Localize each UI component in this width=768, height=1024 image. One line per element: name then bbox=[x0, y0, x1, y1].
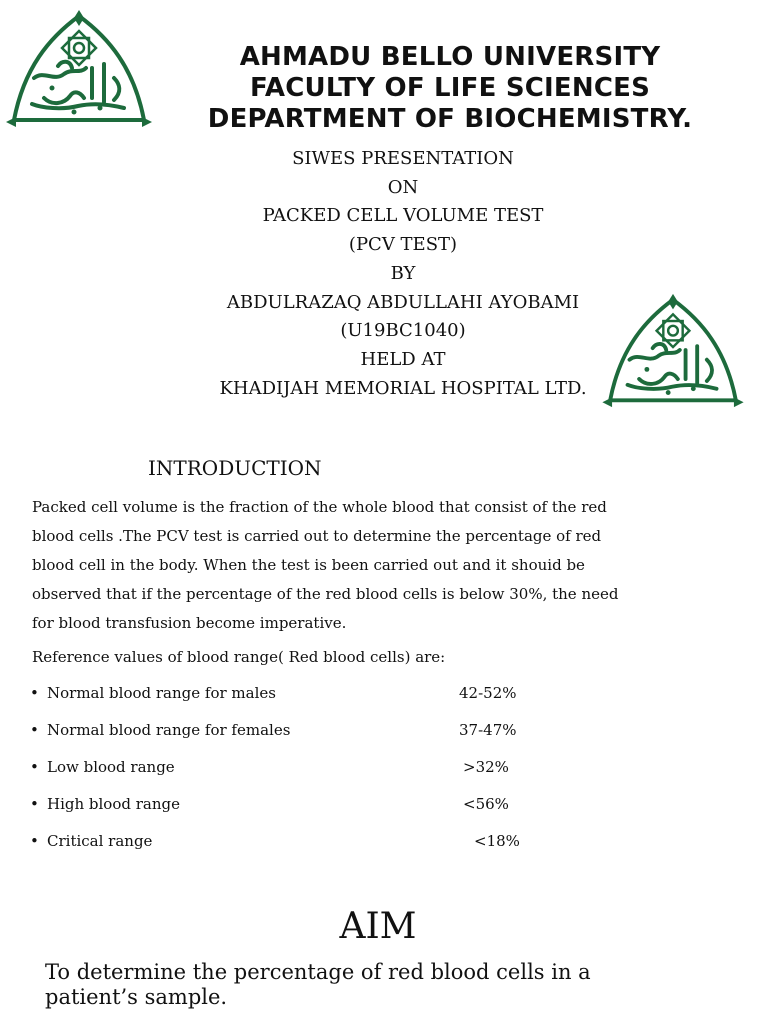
presentation-line: BY bbox=[390, 262, 416, 284]
aim-heading: AIM bbox=[339, 906, 417, 947]
presentation-line: ON bbox=[387, 176, 419, 198]
list-item bbox=[30, 684, 630, 721]
introduction-heading: INTRODUCTION bbox=[148, 456, 322, 480]
aim-line: patient’s sample. bbox=[45, 985, 228, 1009]
range-label: Normal blood range for males bbox=[47, 684, 276, 702]
university-name: AHMADU BELLO UNIVERSITY bbox=[239, 42, 661, 72]
aim-line: To determine the percentage of red blood cells in a bbox=[45, 960, 591, 984]
range-label: Normal blood range for females bbox=[47, 721, 291, 739]
aim-text bbox=[45, 960, 685, 1010]
range-label: Low blood range bbox=[47, 758, 175, 776]
bullet: • bbox=[30, 758, 39, 776]
presentation-title-block bbox=[150, 145, 656, 403]
hospital-name: KHADIJAH MEMORIAL HOSPITAL LTD. bbox=[219, 377, 587, 399]
department-name: DEPARTMENT OF BIOCHEMISTRY. bbox=[207, 104, 693, 134]
introduction-paragraph bbox=[32, 493, 682, 638]
presentation-line: PACKED CELL VOLUME TEST bbox=[262, 205, 544, 227]
paragraph-line: blood cell in the body. When the test is been carried out and it shouid be bbox=[32, 556, 585, 574]
presenter-name: ABDULRAZAQ ABDULLAHI AYOBAMI bbox=[226, 291, 580, 313]
range-value: >32% bbox=[463, 758, 509, 776]
bullet: • bbox=[30, 684, 39, 702]
list-item bbox=[30, 832, 630, 869]
presentation-line: SIWES PRESENTATION bbox=[292, 148, 514, 169]
paragraph-line: blood cells .The PCV test is carried out to determine the percentage of red bbox=[32, 527, 602, 545]
presentation-line: HELD AT bbox=[360, 348, 446, 370]
list-item bbox=[30, 721, 630, 758]
paragraph-line: observed that if the percentage of the red blood cells is below 30%, the need bbox=[32, 585, 619, 603]
paragraph-line: for blood transfusion become imperative. bbox=[32, 614, 347, 632]
range-value: <18% bbox=[474, 832, 520, 850]
reference-values-list bbox=[30, 684, 630, 869]
abu-crest-logo-icon bbox=[4, 8, 154, 130]
range-label: Critical range bbox=[47, 832, 153, 850]
presentation-line: (PCV TEST) bbox=[348, 234, 458, 256]
range-value: 42-52% bbox=[459, 684, 517, 702]
list-item bbox=[30, 795, 630, 832]
list-item bbox=[30, 758, 630, 795]
bullet: • bbox=[30, 721, 39, 739]
bullet: • bbox=[30, 795, 39, 813]
bullet: • bbox=[30, 832, 39, 850]
reference-intro: Reference values of blood range( Red blood cells) are: bbox=[32, 648, 446, 666]
range-value: <56% bbox=[463, 795, 509, 813]
range-label: High blood range bbox=[47, 795, 180, 813]
faculty-name: FACULTY OF LIFE SCIENCES bbox=[249, 73, 651, 103]
institution-header bbox=[150, 42, 750, 135]
range-value: 37-47% bbox=[459, 721, 517, 739]
paragraph-line: Packed cell volume is the fraction of the whole blood that consist of the red bbox=[32, 498, 607, 516]
matric-number: (U19BC1040) bbox=[340, 320, 466, 342]
